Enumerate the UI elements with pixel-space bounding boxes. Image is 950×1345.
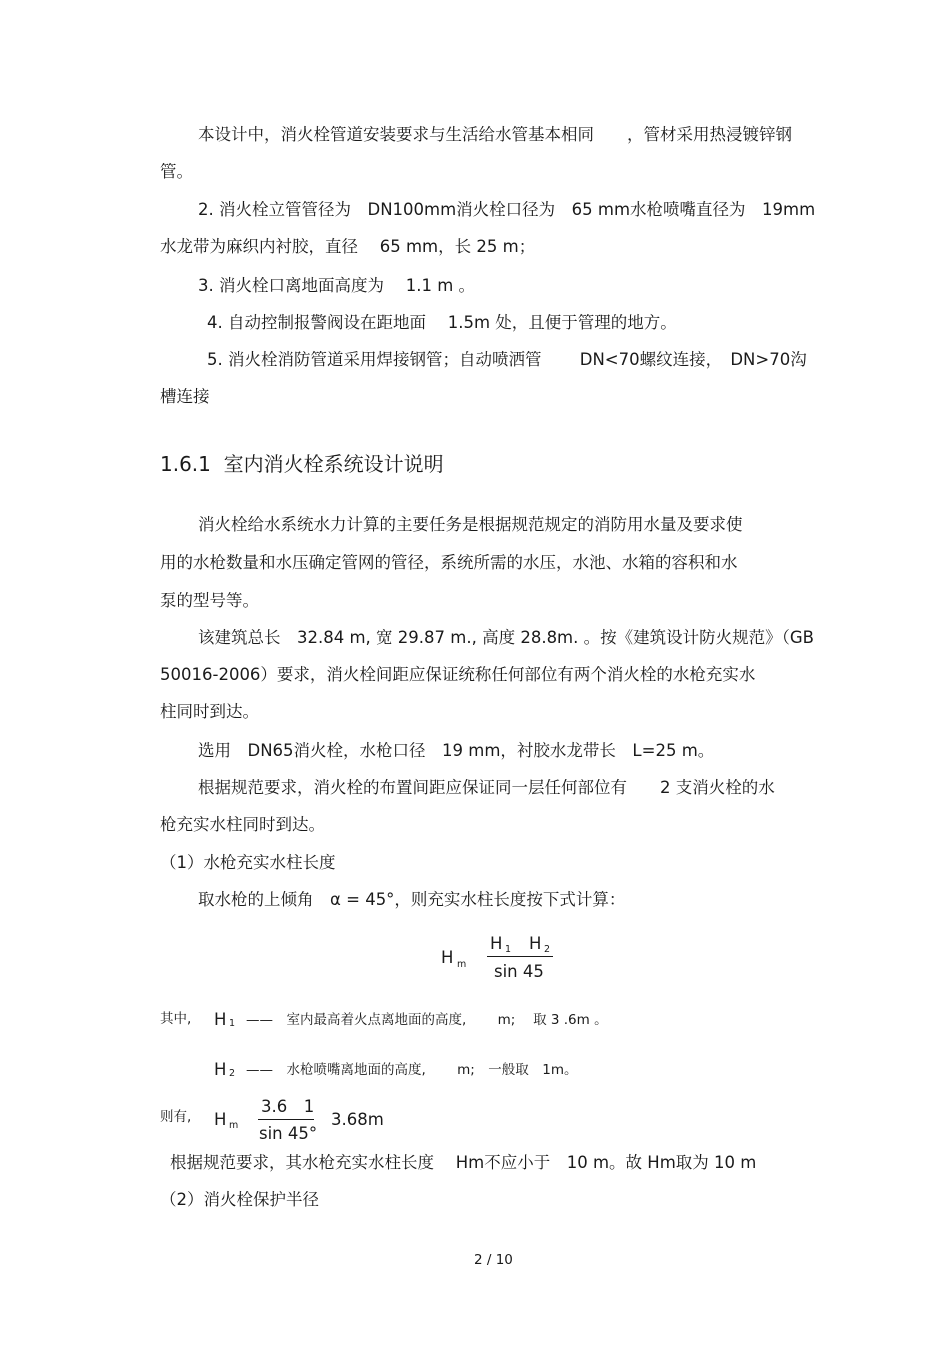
result-label: 则有, [160,1109,192,1125]
paragraph-line: 取水枪的上倾角 α = 45°，则充实水柱长度按下式计算： [198,890,626,909]
paragraph-line: 枪充实水柱同时到达。 [160,815,325,834]
result-lhs-sub: m [229,1120,239,1131]
paragraph-line: 用的水枪数量和水压确定管网的管径，系统所需的水压，水池、水箱的容积和水 [160,553,738,572]
list-item: （2）消火栓保护半径 [160,1190,319,1209]
formula-lhs-sub: m [457,959,467,970]
formula-num-h1-sub: 1 [505,944,512,955]
paragraph-line: 5. 消火栓消防管道采用焊接钢管；自动喷洒管 DN<70螺纹连接， DN>70沟 [207,350,807,369]
paragraph-line: 槽连接 [160,387,210,406]
paragraph-line: 根据规范要求，消火栓的布置间距应保证同一层任何部位有 2 支消火栓的水 [198,778,775,797]
formula-lhs: H [441,948,454,967]
where-h1-symbol: H [214,1010,227,1029]
result-value: 3.68m [331,1110,384,1129]
where-h1-description: —— 室内最高着火点离地面的高度, m; 取 3 .6m 。 [246,1012,608,1028]
where-h2-sub: 2 [229,1068,236,1079]
result-denominator: sin 45° [259,1124,318,1143]
paragraph-line: 本设计中，消火栓管道安装要求与生活给水管基本相同 ，管材采用热浸镀锌钢 [198,125,792,144]
paragraph-line: 水龙带为麻织内衬胶，直径 65 mm，长 25 m； [160,237,536,256]
paragraph-line: 2. 消火栓立管管径为 DN100mm消火栓口径为 65 mm水枪喷嘴直径为 19mm [198,200,816,219]
section-title: 室内消火栓系统设计说明 [223,452,444,476]
formula-num-h2: H [529,934,542,953]
paragraph-line: 根据规范要求，其水枪充实水柱长度 Hm不应小于 10 m。故 Hm取为 10 m [170,1153,757,1172]
where-h2-symbol: H [214,1060,227,1079]
result-numerator: 3.6 1 [261,1097,315,1116]
result-lhs: H [214,1110,227,1129]
paragraph-line: 消火栓给水系统水力计算的主要任务是根据规范规定的消防用水量及要求使 [198,515,743,534]
section-heading [160,452,444,476]
section-number: 1.6.1 [160,452,211,476]
paragraph-line: 50016-2006）要求，消火栓间距应保证统称任何部位有两个消火栓的水枪充实水 [160,665,756,684]
paragraph-line: 管。 [160,162,193,181]
paragraph-line: 选用 DN65消火栓，水枪口径 19 mm，衬胶水龙带长 L=25 m。 [198,741,715,760]
fraction-bar [487,956,553,957]
where-label: 其中, [160,1011,192,1027]
where-h1-sub: 1 [229,1018,236,1029]
page-number: 2 / 10 [474,1252,513,1268]
where-h2-description: —— 水枪喷嘴离地面的高度, m; 一般取 1m。 [246,1062,578,1078]
paragraph-line: 4. 自动控制报警阀设在距地面 1.5m 处，且便于管理的地方。 [207,313,677,332]
list-item: （1）水枪充实水柱长度 [160,853,336,872]
paragraph-line: 柱同时到达。 [160,702,259,721]
paragraph-line: 该建筑总长 32.84 m, 宽 29.87 m., 高度 28.8m. 。按《建筑设计防火规范》（GB [198,628,814,647]
formula-num-h1: H [490,934,503,953]
paragraph-line: 3. 消火栓口离地面高度为 1.1 m 。 [198,276,476,295]
paragraph-line: 泵的型号等。 [160,591,259,610]
formula-num-h2-sub: 2 [544,944,551,955]
formula-den: sin 45 [494,962,544,981]
result-fraction-bar [258,1119,314,1120]
